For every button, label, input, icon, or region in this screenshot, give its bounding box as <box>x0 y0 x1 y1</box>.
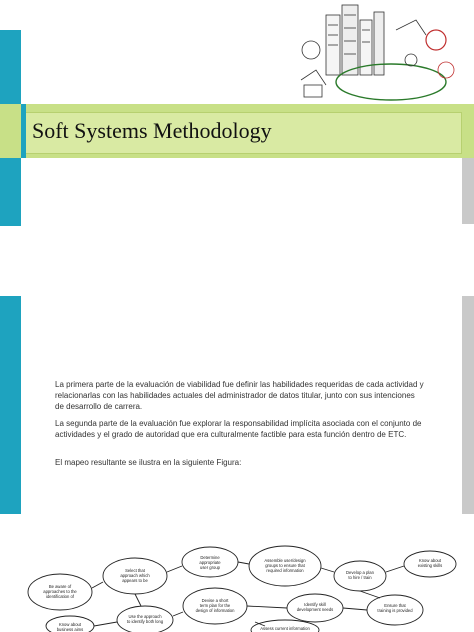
svg-text:Develop a plan: Develop a plan <box>346 570 374 575</box>
svg-text:Identify skill: Identify skill <box>304 602 326 607</box>
svg-text:term plan for the: term plan for the <box>199 603 231 608</box>
svg-text:to hire / train: to hire / train <box>348 575 372 580</box>
svg-text:Know about: Know about <box>418 558 442 563</box>
teal-band-bottom <box>0 296 21 514</box>
svg-text:development needs: development needs <box>296 607 334 612</box>
svg-text:approach which: approach which <box>120 573 150 578</box>
svg-text:to identify both long: to identify both long <box>126 619 164 624</box>
slide-title: Soft Systems Methodology <box>32 118 272 143</box>
svg-text:Ensure that: Ensure that <box>384 603 406 608</box>
svg-text:appropriate: appropriate <box>199 560 221 565</box>
svg-text:identification of: identification of <box>46 594 74 599</box>
top-illustration <box>296 0 462 104</box>
paragraph-1: La primera parte de la evaluación de viabilidad fue definir las habilidades requeridas de cada actividad y relacionarlas con las habilidades actuales del administrador de datos titular, junto con sus intenciones de desarrollo de carrera. <box>55 380 424 411</box>
gray-strip-bottom <box>462 296 474 514</box>
svg-text:Know about: Know about <box>58 622 82 627</box>
svg-text:appears to be: appears to be <box>122 578 148 583</box>
svg-text:Be aware of: Be aware of <box>48 584 72 589</box>
svg-text:design of information: design of information <box>195 608 235 613</box>
svg-text:training is provided: training is provided <box>377 608 413 613</box>
paragraph-2: La segunda parte de la evaluación fue explorar la responsabilidad implícita asociada con el conjunto de actividades y el grado de autoridad que era culturalmente factible para esta función dentro de ETC. <box>55 419 422 439</box>
svg-text:groups to ensure that: groups to ensure that <box>265 563 305 568</box>
title-accent <box>21 104 26 158</box>
svg-text:Determine: Determine <box>200 555 220 560</box>
svg-text:Devise a short: Devise a short <box>201 598 229 603</box>
activity-map-diagram <box>25 540 471 632</box>
svg-text:existing skills: existing skills <box>417 563 443 568</box>
svg-text:Use the approach: Use the approach <box>128 614 162 619</box>
svg-text:required information: required information <box>266 568 304 573</box>
svg-text:business aims: business aims <box>56 627 84 632</box>
paragraph-3: El mapeo resultante se ilustra en la siguiente Figura: <box>55 458 242 467</box>
svg-text:approaches to the: approaches to the <box>43 589 77 594</box>
svg-text:Assemble user/design: Assemble user/design <box>264 558 306 563</box>
svg-text:Assess current information: Assess current information <box>260 626 310 631</box>
svg-text:user group: user group <box>199 565 221 570</box>
svg-text:Select that: Select that <box>125 568 145 573</box>
